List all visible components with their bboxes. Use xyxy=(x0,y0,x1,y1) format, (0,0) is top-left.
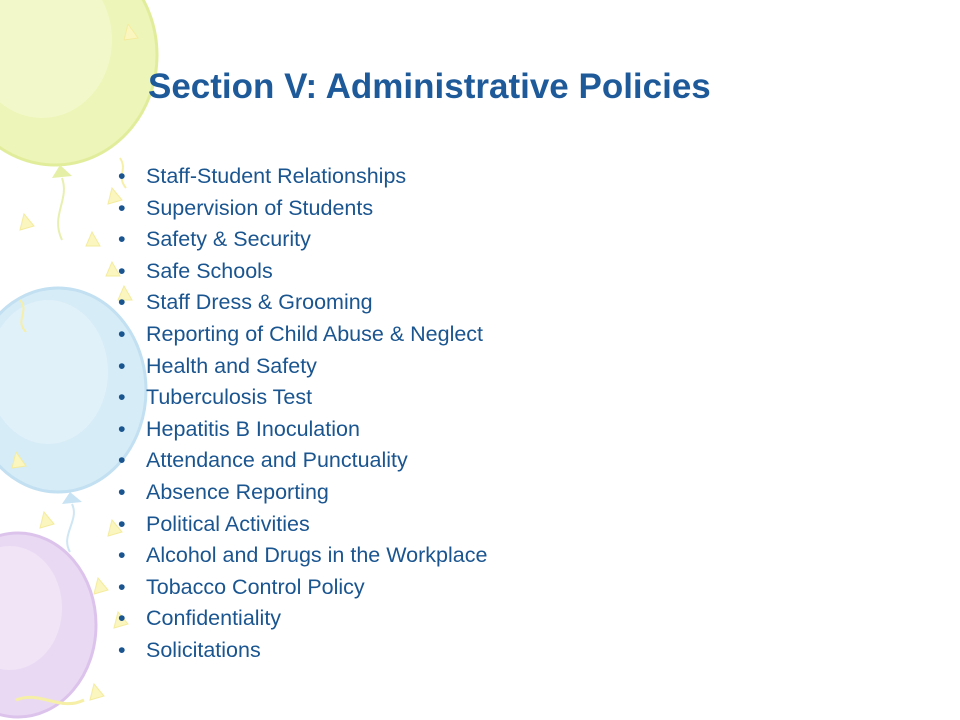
list-item xyxy=(118,635,487,667)
list-item-label: Solicitations xyxy=(146,637,261,662)
list-item-label: Safety & Security xyxy=(146,227,311,252)
bullet-icon: • xyxy=(118,164,126,188)
list-item-label: Safe Schools xyxy=(146,258,273,283)
bullet-icon: • xyxy=(118,416,126,441)
bullet-icon: • xyxy=(118,321,126,346)
bullet-icon: • xyxy=(118,290,126,315)
bullet-icon: • xyxy=(118,637,126,662)
list-item xyxy=(118,509,487,541)
bullet-icon: • xyxy=(118,385,126,410)
list-item-label: Confidentiality xyxy=(146,606,282,631)
list-item-label: Tuberculosis Test xyxy=(146,385,313,410)
list-item xyxy=(118,224,487,256)
bullet-icon: • xyxy=(118,195,126,220)
list-item xyxy=(118,351,487,383)
bullet-icon: • xyxy=(118,606,126,631)
bullet-icon: • xyxy=(118,511,126,536)
bullet-icon: • xyxy=(118,574,126,599)
bullet-icon: • xyxy=(118,353,126,378)
list-item xyxy=(118,319,487,351)
list-item xyxy=(118,445,487,477)
list-item-label: Health and Safety xyxy=(146,353,317,378)
purple-balloon-icon xyxy=(0,533,96,717)
list-item xyxy=(118,161,487,193)
list-item-label: Political Activities xyxy=(146,511,310,536)
policy-list xyxy=(118,161,487,667)
slide-title: Section V: Administrative Policies xyxy=(148,67,711,106)
bullet-icon: • xyxy=(118,479,126,504)
list-item-label: Attendance and Punctuality xyxy=(146,448,408,473)
list-item xyxy=(118,256,487,288)
bullet-icon: • xyxy=(118,258,126,283)
bullet-icon: • xyxy=(118,448,126,473)
list-item xyxy=(118,287,487,319)
list-item xyxy=(118,382,487,414)
list-item-label: Supervision of Students xyxy=(146,195,374,220)
list-item-label: Alcohol and Drugs in the Workplace xyxy=(146,543,488,568)
list-item xyxy=(118,414,487,446)
list-item-label: Absence Reporting xyxy=(146,479,329,504)
bullet-icon: • xyxy=(118,227,126,252)
list-item xyxy=(118,603,487,635)
list-item-label: Tobacco Control Policy xyxy=(146,574,365,599)
list-item-label: Staff-Student Relationships xyxy=(146,164,407,188)
list-item-label: Staff Dress & Grooming xyxy=(146,290,373,315)
list-item xyxy=(118,477,487,509)
list-item-label: Hepatitis B Inoculation xyxy=(146,416,360,441)
list-item xyxy=(118,540,487,572)
list-item xyxy=(118,572,487,604)
list-item-label: Reporting of Child Abuse & Neglect xyxy=(146,321,484,346)
list-item xyxy=(118,193,487,225)
bullet-icon: • xyxy=(118,543,126,568)
